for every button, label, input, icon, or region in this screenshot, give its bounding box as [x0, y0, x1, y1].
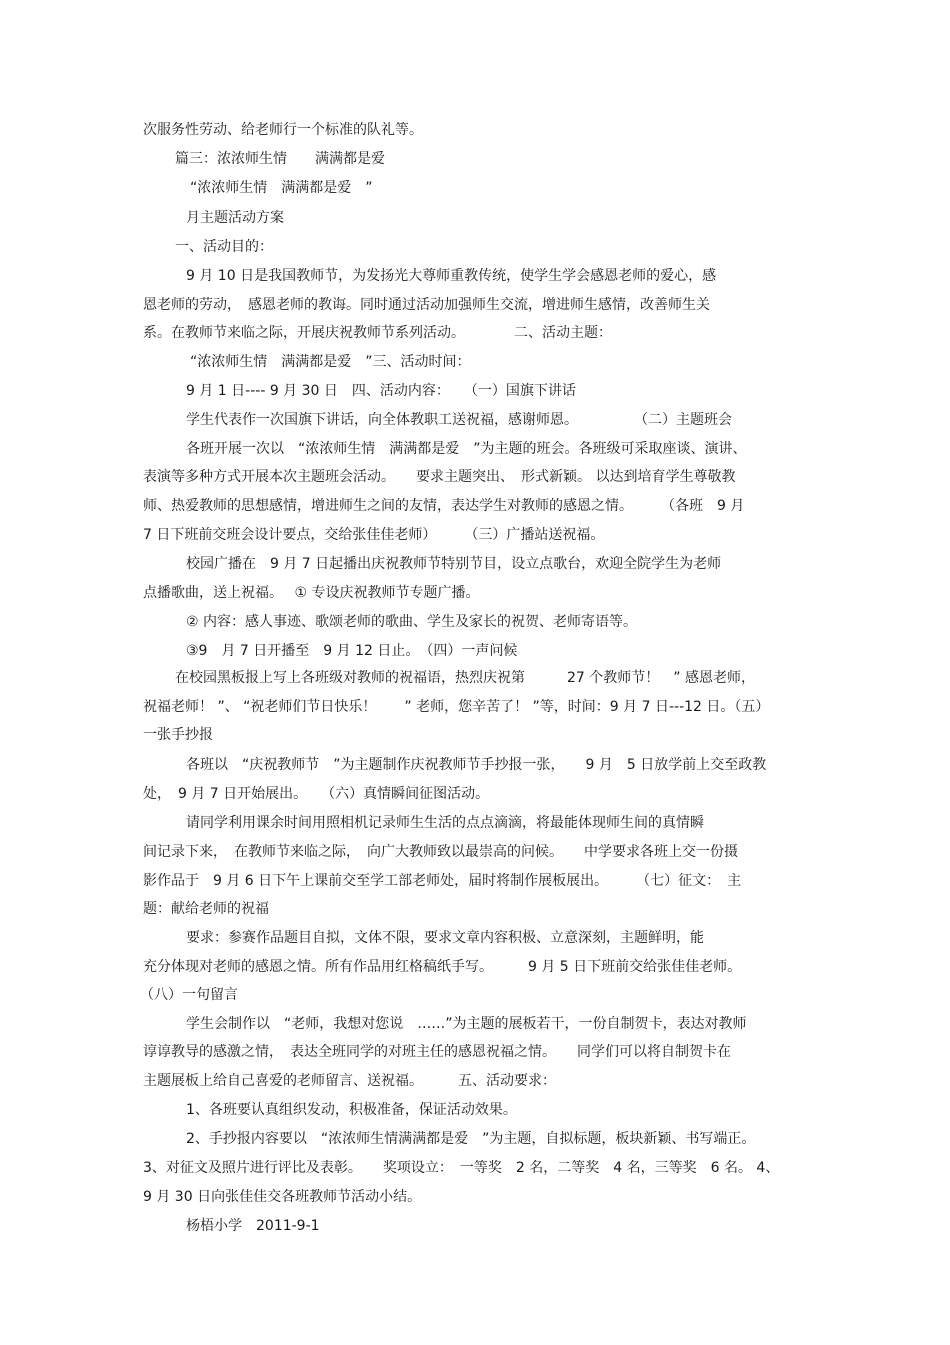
text-line: 2、手抄报内容要以 “浓浓师生情满满都是爱 ”为主题，自拟标题，板块新颖、书写端正。 [186, 1131, 756, 1147]
text-line: 次服务性劳动、给老师行一个标准的队礼等。 [143, 122, 423, 138]
text-line: 各班开展一次以 “浓浓师生情 满满都是爱 ”为主题的班会。各班级可采取座谈、演讲、 [186, 441, 747, 457]
text-line: 一、活动目的： [175, 239, 273, 255]
text-line: 9 月 10 日是我国教师节，为发扬光大尊师重教传统，使学生学会感恩老师的爱心，感 [186, 268, 717, 284]
text-line: 3、对征文及照片进行评比及表彰。 奖项设立： 一等奖 2 名，二等奖 4 名，三等奖 6 名。 4、 [143, 1160, 780, 1176]
text-line: 1、各班要认真组织发动，积极准备，保证活动效果。 [186, 1102, 517, 1118]
text-line: 学生会制作以 “老师，我想对您说 ……”为主题的展板若干，一份自制贺卡，表达对教师 [186, 1016, 747, 1032]
text-line: 题：献给老师的祝福 [143, 901, 269, 917]
text-line: 在校园黑板报上写上各班级对教师的祝福语，热烈庆祝第 27 个教师节！ ” 感恩老师， [175, 670, 755, 686]
signature-line: 杨梧小学 2011-9-1 [186, 1218, 320, 1234]
text-line: 9 月 1 日---- 9 月 30 日 四、活动内容： （一）国旗下讲话 [186, 383, 576, 399]
text-line: 表演等多种方式开展本次主题班会活动。 要求主题突出、 形式新颖。 以达到培育学生尊敬教 [143, 469, 736, 485]
text-line: 月主题活动方案 [186, 210, 284, 226]
text-line: ③9 月 7 日开播至 9 月 12 日止。 （四）一声问候 [186, 643, 518, 659]
text-line: 间记录下来， 在教师节来临之际， 向广大教师致以最崇高的问候。 中学要求各班上交一份摄 [143, 844, 738, 860]
text-line: “浓浓师生情 满满都是爱 ” [190, 180, 373, 196]
text-line: 祝福老师！ ”、 “祝老师们节日快乐！ ” 老师，您辛苦了！ ”等，时间：9 月 7 日---12 日。（五） [143, 699, 770, 715]
text-line: “浓浓师生情 满满都是爱 ”三、活动时间： [190, 354, 471, 370]
text-line: 处， 9 月 7 日开始展出。 （六）真情瞬间征图活动。 [143, 786, 490, 802]
text-line: 谆谆教导的感激之情， 表达全班同学的对班主任的感恩祝福之情。 同学们可以将自制贺卡在 [143, 1044, 731, 1060]
text-line: 7 日下班前交班会设计要点，交给张佳佳老师） （三）广播站送祝福。 [143, 527, 605, 543]
text-line: 点播歌曲，送上祝福。 ① 专设庆祝教师节专题广播。 [143, 585, 480, 601]
text-line: 9 月 30 日向张佳佳交各班教师节活动小结。 [143, 1189, 422, 1205]
text-line: 一张手抄报 [143, 727, 213, 743]
text-line: ② 内容：感人事迹、歌颂老师的歌曲、学生及家长的祝贺、老师寄语等。 [186, 614, 637, 630]
text-line: 充分体现对老师的感恩之情。所有作品用红格稿纸手写。 9 月 5 日下班前交给张佳佳老师。 [143, 959, 742, 975]
text-line: 师、热爱教师的思想感情，增进师生之间的友情，表达学生对教师的感恩之情。 （各班 9 月 [143, 498, 745, 514]
text-line: 影作品于 9 月 6 日下午上课前交至学工部老师处，届时将制作展板展出。 （七）征文： 主 [143, 873, 742, 889]
text-line: （八）一句留言 [140, 987, 238, 1003]
text-line: 各班以 “庆祝教师节 ”为主题制作庆祝教师节手抄报一张， 9 月 5 日放学前上交至政教 [186, 757, 767, 773]
text-line: 学生代表作一次国旗下讲话，向全体教职工送祝福，感谢师恩。 （二）主题班会 [186, 412, 732, 428]
text-line: 要求：参赛作品题目自拟，文体不限，要求文章内容积极、立意深刻，主题鲜明，能 [186, 930, 704, 946]
text-line: 校园广播在 9 月 7 日起播出庆祝教师节特别节目，设立点歌台，欢迎全院学生为老师 [186, 556, 722, 572]
text-line: 系。在教师节来临之际，开展庆祝教师节系列活动。 二、活动主题： [143, 325, 612, 341]
text-line: 主题展板上给自己喜爱的老师留言、送祝福。 五、活动要求： [143, 1073, 556, 1089]
section-heading: 篇三：浓浓师生情 满满都是爱 [175, 151, 385, 167]
text-line: 恩老师的劳动， 感恩老师的教诲。同时通过活动加强师生交流，增进师生感情，改善师生关 [143, 297, 710, 313]
text-line: 请同学利用课余时间用照相机记录师生生活的点点滴滴，将最能体现师生间的真情瞬 [186, 815, 704, 831]
